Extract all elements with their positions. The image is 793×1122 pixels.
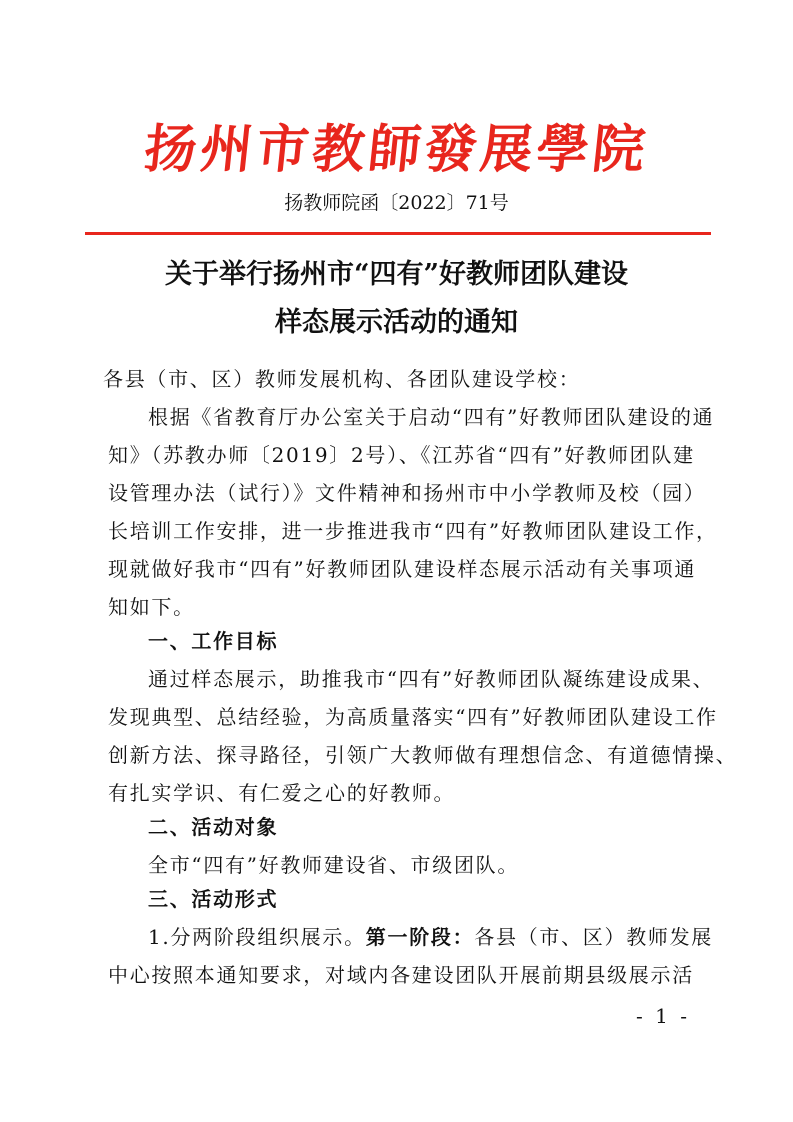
document-number: 扬教师院函〔2022〕71号 xyxy=(284,192,509,214)
institution-masthead: 扬州市教師發展學院 xyxy=(141,119,652,180)
notice-title-line-2: 样态展示活动的通知 xyxy=(275,307,518,338)
intro-line: 根据《省教育厅办公室关于启动“四有”好教师团队建设的通 xyxy=(148,405,715,429)
section-heading-goals: 一、工作目标 xyxy=(148,629,279,653)
section3-prefix: 1.分两阶段组织展示。 xyxy=(148,925,366,949)
intro-line: 设管理办法（试行）》文件精神和扬州市中小学教师及校（园） xyxy=(108,481,706,505)
salutation: 各县（市、区）教师发展机构、各团队建设学校： xyxy=(103,367,581,391)
section-heading-participants: 二、活动对象 xyxy=(148,815,279,839)
intro-line: 知》（苏教办师〔2019〕2号）、《江苏省“四有”好教师团队建 xyxy=(108,443,695,467)
notice-title-line-1: 关于举行扬州市“四有”好教师团队建设 xyxy=(164,259,629,290)
red-divider-rule xyxy=(85,232,711,235)
section3-line xyxy=(148,922,713,952)
stage-one-label: 第一阶段： xyxy=(365,925,475,949)
section1-line: 通过样态展示，助推我市“四有”好教师团队凝练建设成果、 xyxy=(148,667,715,691)
section1-line: 发现典型、总结经验，为高质量落实“四有”好教师团队建设工作 xyxy=(108,705,718,729)
section3-suffix: 各县（市、区）教师发展 xyxy=(474,925,713,949)
section3-line: 中心按照本通知要求，对域内各建设团队开展前期县级展示活 xyxy=(108,963,694,987)
section1-line: 有扎实学识、有仁爱之心的好教师。 xyxy=(108,781,456,805)
section2-line: 全市“四有”好教师建设省、市级团队。 xyxy=(148,853,520,877)
intro-line: 现就做好我市“四有”好教师团队建设样态展示活动有关事项通 xyxy=(108,557,697,581)
section-heading-format: 三、活动形式 xyxy=(148,887,279,911)
intro-line: 知如下。 xyxy=(108,595,195,619)
page-number: - 1 - xyxy=(636,1004,690,1028)
intro-line: 长培训工作安排，进一步推进我市“四有”好教师团队建设工作， xyxy=(108,519,718,543)
section1-line: 创新方法、探寻路径，引领广大教师做有理想信念、有道德情操、 xyxy=(108,743,738,767)
